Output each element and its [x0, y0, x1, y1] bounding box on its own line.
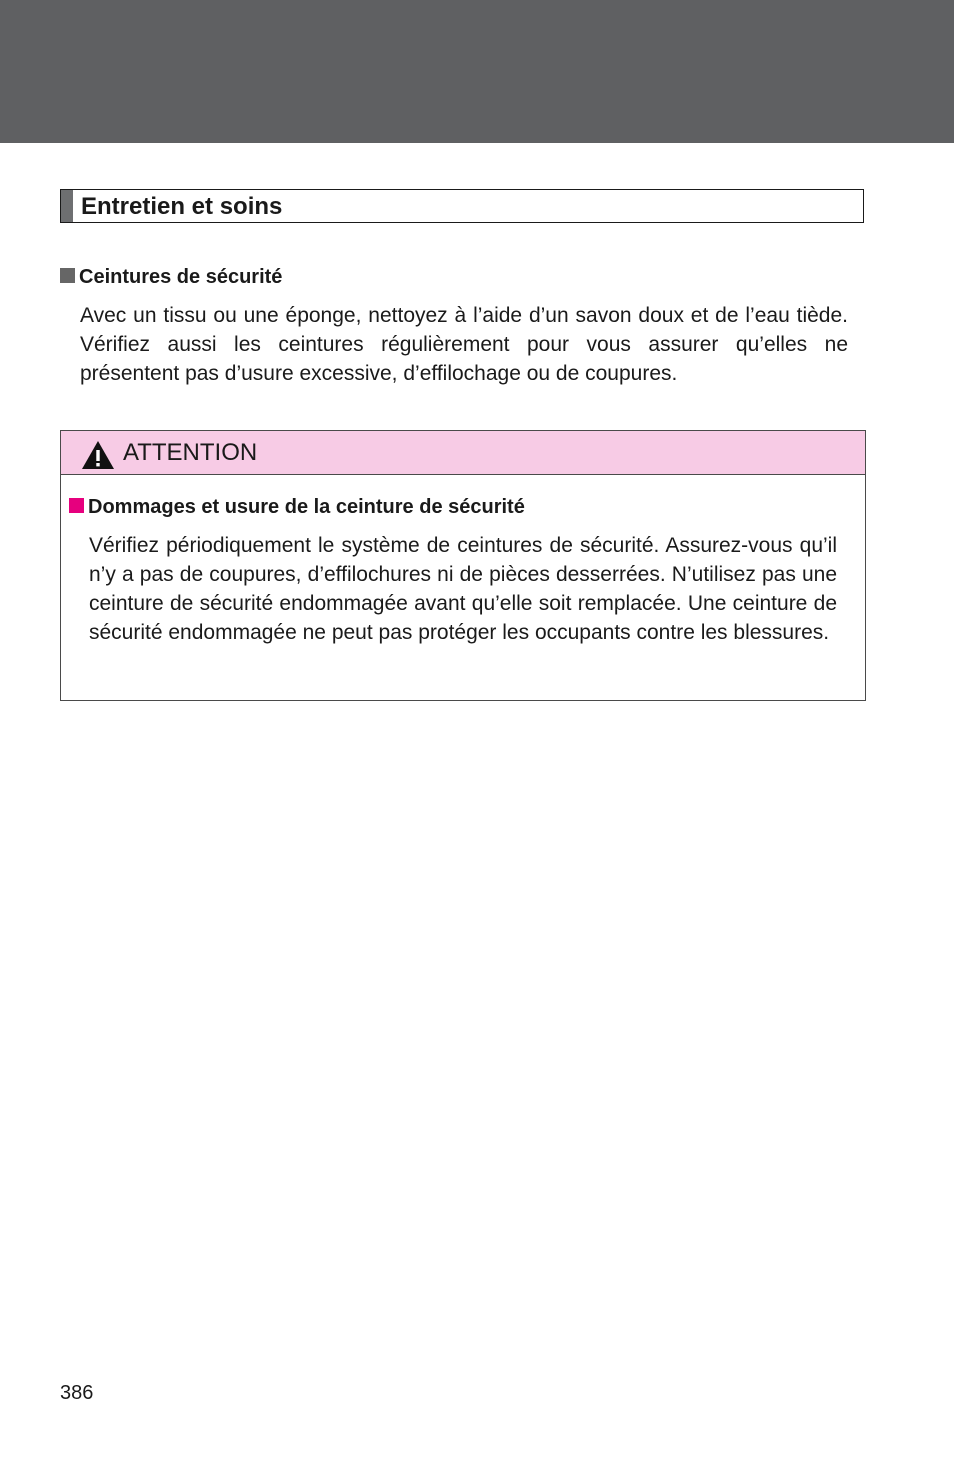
warning-triangle-icon [81, 440, 115, 470]
warning-paragraph: Vérifiez périodiquement le système de ceintures de sécurité. Assurez-vous qu’il n’y a pas de coupures, d’effilochures ni de pièces desserrées. N’utilisez pas une ceinture de sécurité endommagée avant qu’elle soit remplacée. Une ceinture de sécurité endommagée ne peut pas protéger les occupants contre les blessures. [89, 534, 837, 644]
square-bullet-icon [60, 268, 75, 283]
warning-header [61, 431, 865, 475]
section-header-bar [61, 190, 73, 222]
subsection-heading [60, 265, 282, 289]
pink-square-bullet-icon [69, 498, 84, 513]
top-header-band [0, 0, 954, 143]
subsection-title: Ceintures de sécurité [79, 266, 283, 288]
warning-label: ATTENTION [123, 439, 258, 466]
subsection-paragraph: Avec un tissu ou une éponge, nettoyez à l’aide d’un savon doux et de l’eau tiède. Vérifiez aussi les ceintures régulièrement pour vous assurer qu’elles ne présentent pas d’usure excessive, d’effilochage ou de coupures. [80, 304, 848, 385]
section-title: Entretien et soins [81, 193, 283, 220]
section-header [60, 189, 864, 223]
page-number: 386 [60, 1382, 94, 1404]
warning-title: Dommages et usure de la ceinture de sécurité [88, 496, 525, 518]
warning-subheading [69, 495, 525, 519]
warning-box [60, 430, 866, 701]
